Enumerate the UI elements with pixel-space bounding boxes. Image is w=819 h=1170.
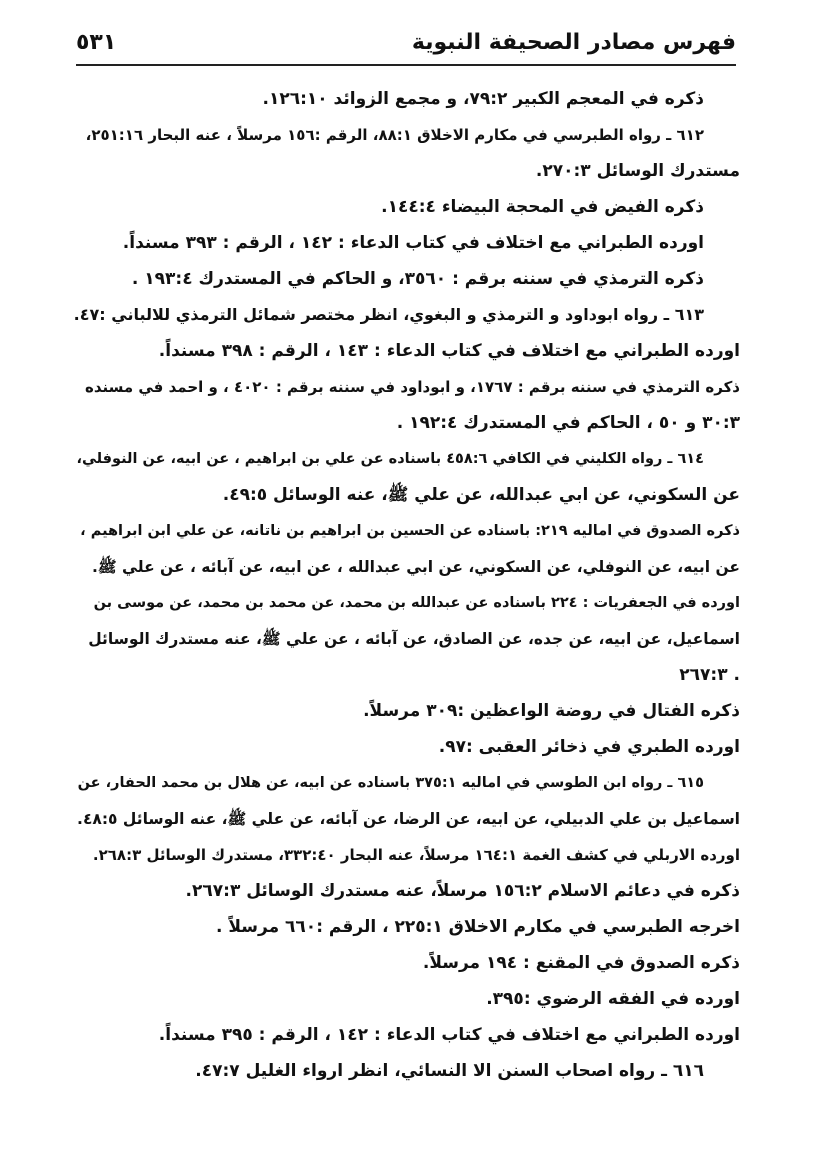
reference-line: ذكره الصدوق في اماليه ٢١٩: باسناده عن الحسين بن ابراهيم بن ناتانه، عن علي ابن ابراهيم ، [80, 523, 740, 539]
reference-line: ذكره الترمذي في سننه برقم : ١٧٦٧، و ابوداود في سننه برقم : ٤٠٢٠ ، و احمد في مسنده [84, 378, 740, 396]
reference-line: اورده الطبراني مع اختلاف في كتاب الدعاء : ١٤٣ ، الرقم : ٣٩٨ مسنداً. [158, 341, 740, 361]
reference-line: اورده الطبري في ذخائر العقبى :٩٧. [438, 737, 740, 757]
reference-line: اورده الاربلي في كشف الغمة ١٦٤:١ مرسلاً، عنه البحار ٣٣٢:٤٠، مستدرك الوسائل ٢٦٨:٣. [92, 846, 740, 864]
reference-line: اورده في الفقه الرضوي :٣٩٥. [486, 989, 740, 1009]
reference-line: ذكره الفيض في المحجة البيضاء ١٤٤:٤. [381, 197, 704, 217]
reference-line: اورده في الجعفريات : ٢٢٤ باسناده عن عبدالله بن محمد، عن محمد بن محمد، عن موسى بن [93, 595, 740, 611]
reference-line: ٦١٦ ـ رواه اصحاب السنن الا النسائي، انظر ارواء الغليل ٤٧:٧. [195, 1061, 704, 1081]
reference-line: . ٢٦٧:٣ [679, 665, 740, 685]
reference-line: اورده الطبراني مع اختلاف في كتاب الدعاء : ١٤٢ ، الرقم : ٣٩٥ مسنداً. [158, 1025, 740, 1045]
reference-line: عن ابيه، عن النوفلي، عن السكوني، عن ابي عبدالله ، عن ابيه، عن آبائه ، عن علي ﷺ. [92, 558, 740, 576]
reference-line: ٦١٣ ـ رواه ابوداود و الترمذي و البغوي، انظر مختصر شمائل الترمذي للالباني :٤٧. [73, 305, 704, 324]
reference-line: ذكره الصدوق في المقنع : ١٩٤ مرسلاً. [422, 953, 740, 973]
reference-line: ٣٠:٣ و ٥٠ ، الحاكم في المستدرك ١٩٢:٤ . [396, 413, 740, 433]
reference-line: اخرجه الطبرسي في مكارم الاخلاق ٢٢٥:١ ، الرقم :٦٦٠ مرسلاً . [216, 917, 740, 937]
header-divider [76, 64, 736, 66]
reference-line: مستدرك الوسائل ٢٧٠:٣. [535, 161, 740, 181]
reference-line: اورده الطبراني مع اختلاف في كتاب الدعاء : ١٤٢ ، الرقم : ٣٩٣ مسنداً. [122, 233, 704, 253]
reference-line: ذكره الترمذي في سننه برقم : ٣٥٦٠، و الحاكم في المستدرك ١٩٣:٤ . [131, 269, 704, 289]
reference-line: ٦١٢ ـ رواه الطبرسي في مكارم الاخلاق ٨٨:١، الرقم :١٥٦ مرسلاً ، عنه البحار ٢٥١:١٦، [85, 126, 704, 144]
reference-line: ذكره الفتال في روضة الواعظين :٣٠٩ مرسلاً. [363, 701, 740, 721]
reference-line: ٦١٤ ـ رواه الكليني في الكافي ٤٥٨:٦ باسناده عن علي بن ابراهيم ، عن ابيه، عن النوفلي، [76, 451, 704, 467]
reference-line: عن السكوني، عن ابي عبدالله، عن علي ﷺ، عنه الوسائل ٤٩:٥. [222, 485, 740, 505]
header-title: فهرس مصادر الصحيفة النبوية [411, 30, 736, 55]
reference-line: اسماعيل بن علي الدبيلي، عن ابيه، عن الرضا، عن آبائه، عن علي ﷺ، عنه الوسائل ٤٨:٥. [77, 810, 740, 828]
reference-line: ذكره في دعائم الاسلام ١٥٦:٢ مرسلاً، عنه مستدرك الوسائل ٢٦٧:٣. [185, 881, 740, 901]
reference-line: ذكره في المعجم الكبير ٧٩:٢، و مجمع الزوائد ١٢٦:١٠. [262, 89, 704, 109]
reference-line: ٦١٥ ـ رواه ابن الطوسي في اماليه ٣٧٥:١ باسناده عن ابيه، عن هلال بن محمد الحفار، عن [77, 775, 704, 791]
reference-line: اسماعيل، عن ابيه، عن جده، عن الصادق، عن آبائه ، عن علي ﷺ، عنه مستدرك الوسائل [88, 630, 740, 648]
page-number: ٥٣١ [76, 30, 117, 55]
page-header [76, 26, 736, 62]
